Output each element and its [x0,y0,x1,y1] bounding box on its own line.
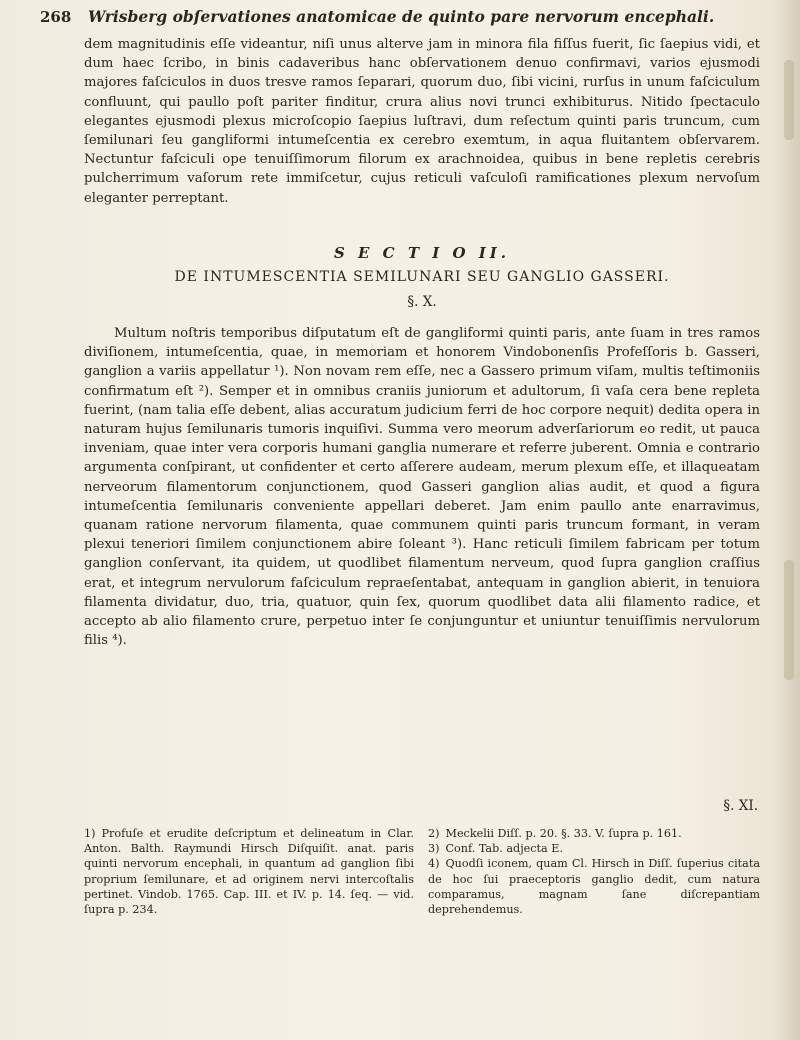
edge-stain [784,560,794,680]
footnote-text: Quodſi iconem, quam Cl. Hirsch in Diſſ. ſuperius citata de hoc ſui praeceptoris ganglio dedit, cum natura comparamus, magnam ſane diſcrepantiam deprehendemus. [428,857,760,917]
footnote-text: Meckelii Diſſ. p. 20. §. 33. V. ſupra p. 161. [445,827,682,840]
running-head [40,6,770,28]
footnote-number: 1) [84,827,96,840]
next-paragraph-mark: §. XI. [723,798,758,814]
footnote-number: 3) [428,842,440,856]
footnotes-left-column [84,826,414,917]
footnote [428,841,760,856]
edge-stain [784,60,794,140]
footnote-number: 2) [428,827,440,840]
footnote-text: Profuſe et erudite deſcriptum et delineatum in Clar. Anton. Balth. Raymundi Hirsch Diſquiſit. anat. paris quinti nervorum encephali, in quantum ad ganglion ſibi proprium ſemilunare, et ad originem nervi intercoſtalis pertinet. Vindob. 1765. Cap. III. et IV. p. 14. ſeq. — vid. ſupra p. 234. [84,827,414,917]
running-title: Wrisberg obſervationes anatomicae de quinto pare nervorum encephali. [88,7,715,26]
footnote-text: Conf. Tab. adjecta E. [445,842,564,856]
paragraph-body: Multum noſtris temporibus diſputatum eſt de gangliformi quinti paris, ante ſuam in tres ramos diviſionem, intumeſcentia, quae, in memoriam et honorem Vindobonenſis Profeſſoris b. Gasseri, ganglion a variis appellatur ¹). Non novam rem eſſe, nec a Gassero primum viſam, multis teſtimoniis confirmatum eſt ²). Semper et in omnibus craniis juniorum et adultorum, ſi vaſa cera bene repleta fuerint, (nam talia eſſe debent, alias accuratum judicium ferri de hoc corpore nequit) dedita opera in naturam hujus ſemilunaris tumoris inquiſivi. Summa vero meorum adverſariorum eo redit, ut pauca inveniam, quae inter vera corporis humani ganglia numerare et referre juberent. Omnia e contrario argumenta conſpirant, ut confidenter et certo aſſerere audeam, merum plexum eſſe, et illaqueatam nerveorum filamentorum conjunctionem, quod Gasseri ganglion alias audit, et quod a figura intumeſcentia ſemilunaris conveniente appellari deberet. Jam enim paullo ante enarravimus, quanam ratione nervorum filamenta, quae communem quinti paris truncum formant, in veram plexui teneriori ſimilem conjunctionem abire ſoleant ³). Hanc reticuli ſimilem fabricam per totum ganglion conſervant, ita quidem, ut quodlibet filamentum nerveum, quod ſupra ganglion craſſius erat, et integrum nervulorum faſciculum repraeſentabat, antequam in ganglion abierit, in tenuiora filamenta dividatur, duo, tria, quatuor, quin ſex, quorum quodlibet data alii filamento radice, et accepto ab alio filamento crure, perpetuo inter ſe conjunguntur et uniuntur tenuiſſimis nervulorum filis ⁴). [84,326,760,649]
section-label: S E C T I O II. [333,244,511,262]
footnote [428,826,760,841]
footnotes-right-column [428,826,760,917]
page-number: 268 [40,8,72,26]
footnote [428,856,760,917]
page-edge-shadow [774,0,800,1040]
section-heading: DE INTUMESCENTIA SEMILUNARI SEU GANGLIO GASSERI. [174,269,670,285]
paragraph-mark: §. X. [407,294,437,310]
footnote-number: 4) [428,857,440,871]
footnote [84,826,414,917]
paragraph-continued: dem magnitudinis eſſe videantur, niſi unus alterve jam in minora fila fiſſus fuerit, ſic ſaepius vidi, et dum haec ſcribo, in binis cadaveribus hanc obſervationem denuo confirmavi, varios ejusmodi majores faſciculos in duos tresve ramos ſeparari, quorum duo, ſibi vicini, rurſus in unum faſciculum confluunt, qui paullo poſt pariter finditur, crura alius novi trunci exhibiturus. Nitido ſpectaculo elegantes ejusmodi plexus microſcopio ſaepius luſtravi, dum reſectum quinti paris truncum, cum ſemilunari ſeu gangliformi intumeſcentia ex cerebro exemtum, in aqua fluitantem obſervarem. Nectuntur faſciculi ope tenuiſſimorum filorum ex arachnoidea, quibus in bene repletis cerebris pulcherrimum vaſorum rete immiſcetur, cujus reticuli vaſculoſi ramificationes plexum nervoſum eleganter perreptant. [84,37,760,206]
